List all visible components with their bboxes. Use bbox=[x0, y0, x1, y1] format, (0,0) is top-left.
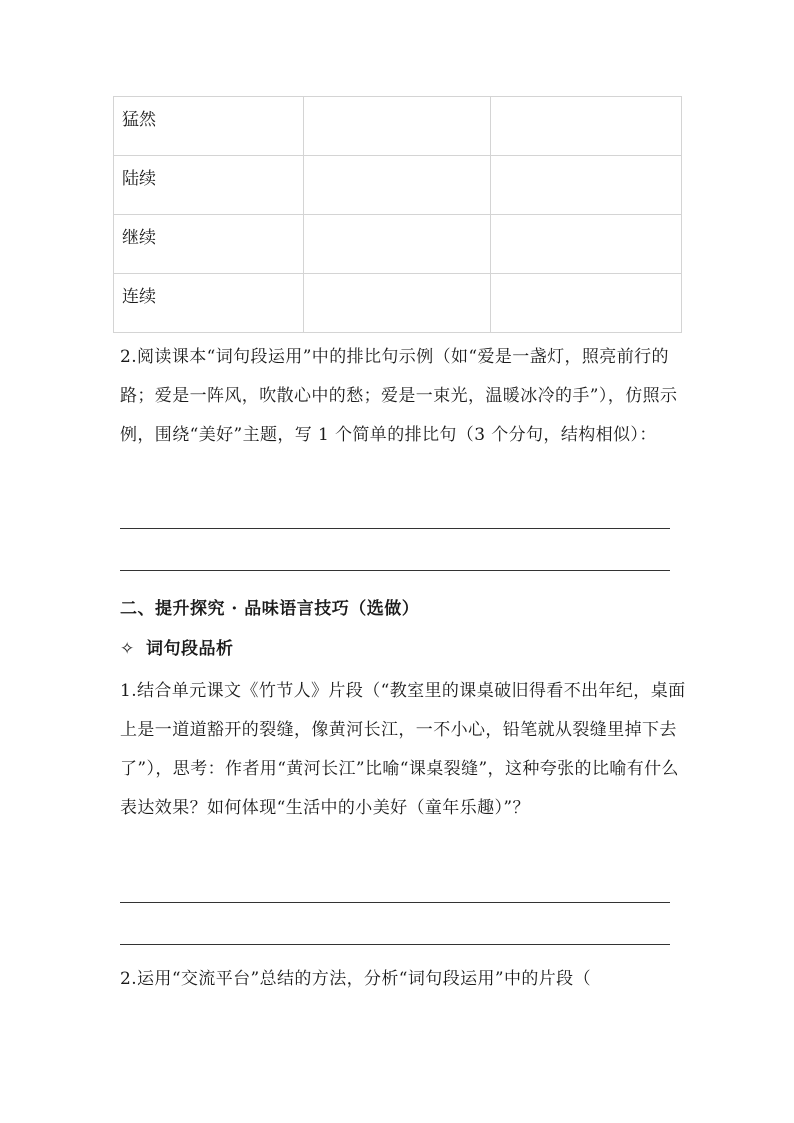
section-2-title: 二、提升探究 · 品味语言技巧（选做） bbox=[120, 599, 420, 619]
question-1-prompt: 1.结合单元课文《竹节人》片段（“教室里的课桌破旧得看不出年纪，桌面上是一道道豁开的裂缝，像黄河长江，一不小心，铅笔就从裂缝里掉下去了”），思考：作者用“黄河长江”比喻“课桌裂缝”，这种夸张的比喻有什么表达效果？如何体现“生活中的小美好（童年乐趣）”？ bbox=[120, 681, 686, 818]
question-2-prompt: 2.运用“交流平台”总结的方法，分析“词句段运用”中的片段（ bbox=[120, 969, 591, 989]
table-cell-blank[interactable] bbox=[491, 215, 682, 274]
table-cell-blank[interactable] bbox=[303, 156, 491, 215]
table-cell-blank[interactable] bbox=[491, 97, 682, 156]
exercise-2-prompt: 2.阅读课本“词句段运用”中的排比句示例（如“爱是一盏灯，照亮前行的路；爱是一阵风，吹散心中的愁；爱是一束光，温暖冰冷的手”），仿照示例，围绕“美好”主题，写 1 个简单的排比句（3 个分句，结构相似）： bbox=[120, 347, 678, 445]
table-row bbox=[114, 97, 682, 156]
table-cell-word: 继续 bbox=[114, 215, 304, 274]
table-cell-word: 连续 bbox=[114, 274, 304, 333]
table-row bbox=[114, 156, 682, 215]
table-cell-blank[interactable] bbox=[491, 156, 682, 215]
word-table bbox=[113, 96, 682, 333]
answer-line[interactable] bbox=[120, 570, 670, 571]
diamond-star-icon: ✧ bbox=[120, 639, 135, 659]
table-cell-blank[interactable] bbox=[491, 274, 682, 333]
answer-line[interactable] bbox=[120, 944, 670, 945]
table-cell-word: 陆续 bbox=[114, 156, 304, 215]
table-cell-word: 猛然 bbox=[114, 97, 304, 156]
subsection-title-row bbox=[120, 634, 234, 659]
answer-line[interactable] bbox=[120, 902, 670, 903]
subsection-title: 词句段品析 bbox=[146, 639, 234, 659]
table-cell-blank[interactable] bbox=[303, 274, 491, 333]
table-cell-blank[interactable] bbox=[303, 215, 491, 274]
table-row bbox=[114, 274, 682, 333]
answer-line[interactable] bbox=[120, 528, 670, 529]
table-cell-blank[interactable] bbox=[303, 97, 491, 156]
table-row bbox=[114, 215, 682, 274]
